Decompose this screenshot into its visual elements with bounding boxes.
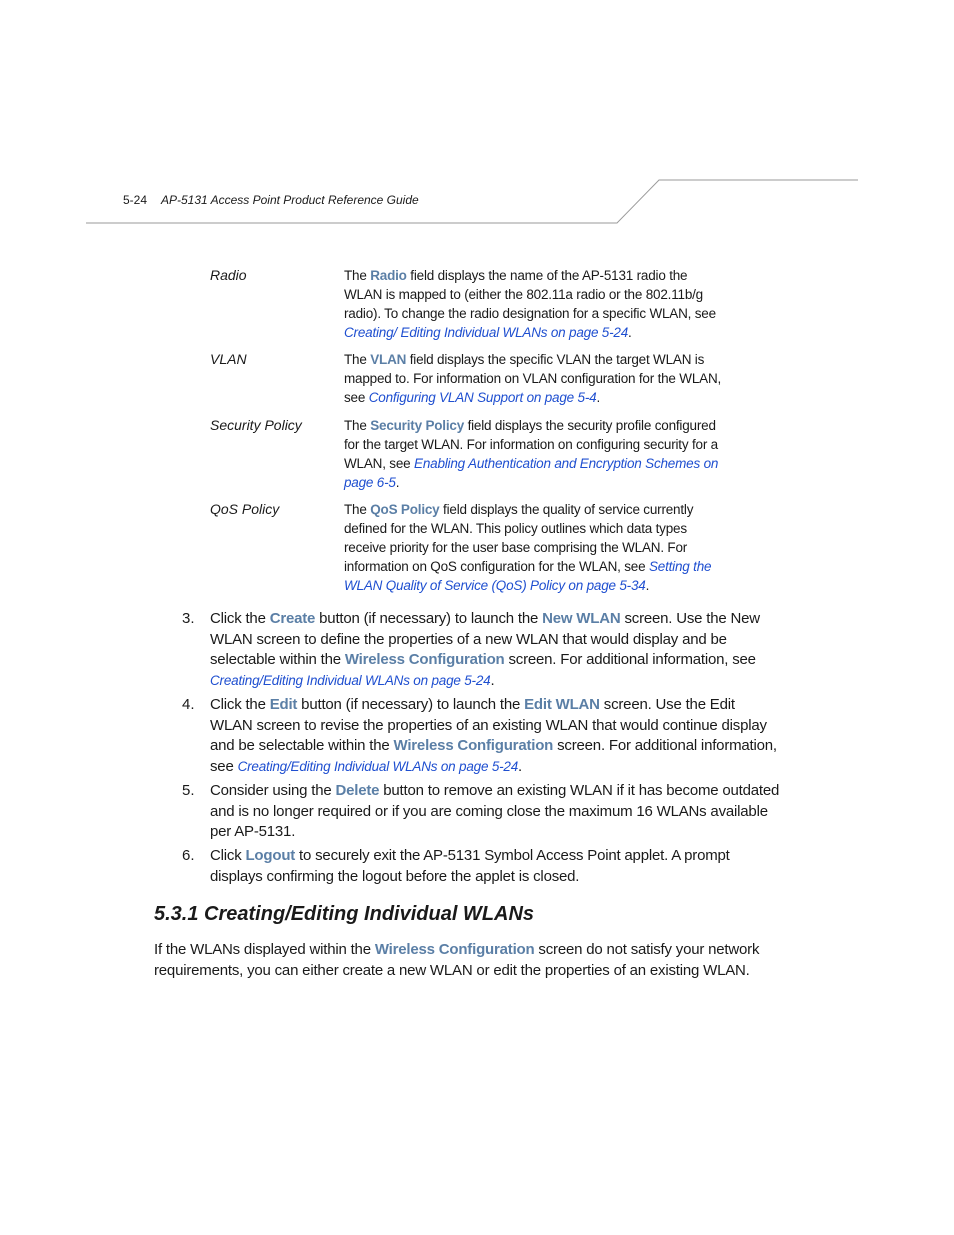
keyword: Radio xyxy=(370,268,407,283)
cross-reference-link[interactable]: Enabling Authentication and Encryption Schemes on page 6-5 xyxy=(344,456,719,490)
step-4-text: Click the Edit button (if necessary) to launch the Edit WLAN screen. Use the Edit WLAN screen to revise the properties of an existing WLAN that would continue display and be selectable within the Wireless Configuration screen. For additional information, see Creating/Editing Individual WLANs on page 5-24. xyxy=(210,696,777,775)
keyword: Edit WLAN xyxy=(524,696,600,713)
cross-reference-link[interactable]: Setting the WLAN Quality of Service (QoS) Policy on page 5-34 xyxy=(344,559,712,593)
page-number: 5-24 xyxy=(123,193,148,207)
keyword: Wireless Configuration xyxy=(344,651,505,668)
cross-reference-link[interactable]: Creating/Editing Individual WLANs on page 5-24 xyxy=(210,672,491,688)
keyword: QoS Policy xyxy=(370,502,440,517)
step-3-text: Click the Create button (if necessary) to launch the New WLAN screen. Use the New WLAN screen to define the properties of a new WLAN that would display and be selectable within the Wireless Configuration screen. For additional information, see Creating/Editing Individual WLANs on page 5-24. xyxy=(210,610,760,689)
keyword: Edit xyxy=(269,696,298,713)
keyword: Create xyxy=(269,610,316,627)
field-desc-radio: The Radio field displays the name of the AP-5131 radio the WLAN is mapped to (either the 802.11a radio or the 802.11b/g radio). To change the radio designation for a specific WLAN, see Creating/ Editing Individual WLANs on page 5-24. xyxy=(344,268,716,340)
keyword: Wireless Configuration xyxy=(374,941,535,958)
keyword: VLAN xyxy=(370,352,407,367)
cross-reference-link[interactable]: Creating/ Editing Individual WLANs on page 5-24 xyxy=(344,325,629,340)
keyword: Logout xyxy=(245,847,296,864)
step-number: 4. xyxy=(182,696,195,713)
section-paragraph: If the WLANs displayed within the Wireless Configuration screen do not satisfy your network requirements, you can either create a new WLAN or edit the properties of an existing WLAN. xyxy=(154,941,760,979)
field-label-radio: Radio xyxy=(210,267,247,283)
field-label-vlan: VLAN xyxy=(210,351,247,367)
field-label-security-policy: Security Policy xyxy=(210,417,302,433)
step-number: 6. xyxy=(182,847,195,864)
step-5-text: Consider using the Delete button to remove an existing WLAN if it has become outdated and is no longer required or if you are coming close the maximum 16 WLANs available per AP-5131. xyxy=(210,782,780,840)
field-label-qos-policy: QoS Policy xyxy=(210,501,280,517)
field-desc-qos-policy: The QoS Policy field displays the quality of service currently defined for the WLAN. This policy outlines which data types receive priority for the user base comprising the WLAN. For information on QoS configuration for the WLAN, see Setting the WLAN Quality of Service (QoS) Policy on page 5-34. xyxy=(344,502,712,593)
step-number: 3. xyxy=(182,610,195,627)
guide-title: AP-5131 Access Point Product Reference Guide xyxy=(161,193,419,207)
step-6-text: Click Logout to securely exit the AP-5131 Symbol Access Point applet. A prompt displays confirming the logout before the applet is closed. xyxy=(210,847,730,885)
field-desc-security-policy: The Security Policy field displays the security profile configured for the target WLAN. For information on configuring security for a WLAN, see Enabling Authentication and Encryption Schemes on page 6-5. xyxy=(344,418,719,490)
section-title: 5.3.1 Creating/Editing Individual WLANs xyxy=(154,903,535,925)
keyword: Security Policy xyxy=(370,418,465,433)
cross-reference-link[interactable]: Configuring VLAN Support on page 5-4 xyxy=(368,390,597,405)
keyword: Wireless Configuration xyxy=(393,737,554,754)
step-number: 5. xyxy=(182,782,195,799)
keyword: Delete xyxy=(335,782,380,799)
keyword: New WLAN xyxy=(542,610,621,627)
field-desc-vlan: The VLAN field displays the specific VLAN the target WLAN is mapped to. For information on VLAN configuration for the WLAN, see Configuring VLAN Support on page 5-4. xyxy=(344,352,722,405)
cross-reference-link[interactable]: Creating/Editing Individual WLANs on page 5-24 xyxy=(237,758,519,774)
